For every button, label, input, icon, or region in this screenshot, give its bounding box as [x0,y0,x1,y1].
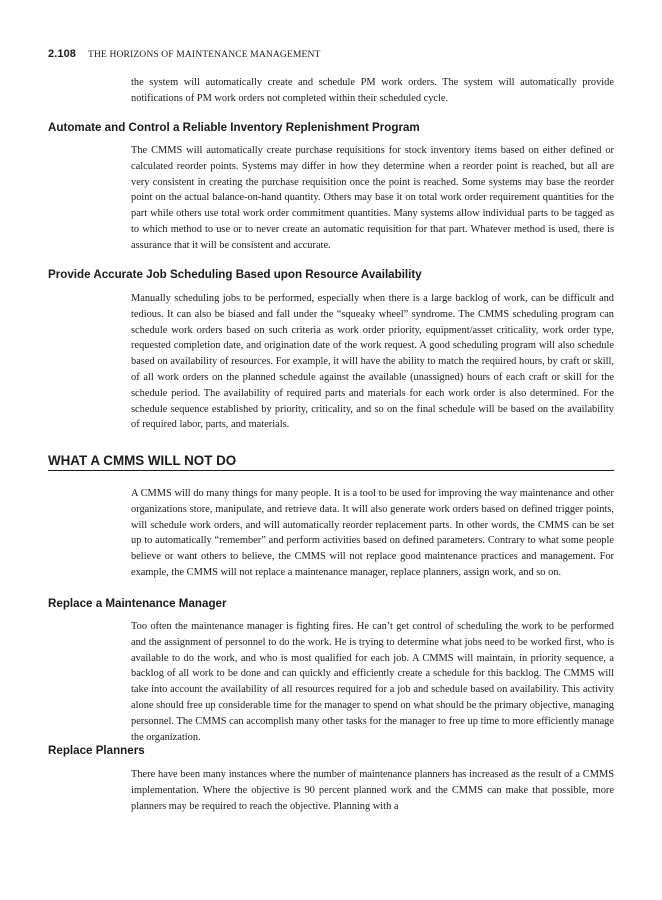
intro-paragraph: the system will automatically create and schedule PM work orders. The system will automatically provide notifications of PM work orders not completed within their scheduled cycle. [131,77,614,104]
heading-inventory-replenishment: Automate and Control a Reliable Inventory Replenishment Program [48,121,420,134]
section-divider [48,470,614,471]
paragraph-job-scheduling: Manually scheduling jobs to be performed, especially when there is a large backlog of work, can be difficult and tedious. It can also be biased and fall under the “squeaky wheel” syndrome. The CMMS scheduling program can schedule work orders based on such criteria as work order priority, equipment/asset criticality, work order type, requested completion date, and origination date of the work request. A good scheduling program will also schedule based on availability of resources. For example, it will have the ability to match the required hours, by craft or skill, of all work orders on the planned schedule against the available (unassigned) hours of each craft or skill for the schedule period. The availability of required parts and materials for each work order is also determined. For the schedule sequence established by priority, criticality, and so on the final schedule will be based on the availability of required labor, parts, and materials. [131,293,614,431]
heading-replace-maintenance-manager: Replace a Maintenance Manager [48,597,227,610]
paragraph-what-cmms-will-not-do: A CMMS will do many things for many people. It is a tool to be used for improving the way maintenance and other organizations store, manipulate, and retrieve data. It will also generate work orders based on defined trigger points, will schedule work orders, and will automatically reorder replacement parts. In other words, the CMMS can be set up to automatically “remember” and perform activities based on defined parameters. Contrary to what some people believe or want others to believe, the CMMS will not replace good maintenance practices and management. For example, the CMMS will not replace a maintenance manager, replace planners, assign work, and so on. [131,488,614,578]
paragraph-inventory-replenishment: The CMMS will automatically create purchase requisitions for stock inventory items based on either defined or calculated reorder points. Systems may differ in how they determine when a reorder point is reached, but all are very consistent in creating the purchase requisition once the point is reached. Some systems may base the reorder point on the actual balance-on-hand quantity. Others may base it on total work order requirement quantities for the part while others use total work order commitment quantities. Many systems allow individual parts to be tagged as to which method to use or to never create an automatic requisition for that part. Whatever method is used, there is assurance that it will be consistent and accurate. [131,145,614,251]
book-title: THE HORIZONS OF MAINTENANCE MANAGEMENT [88,49,321,60]
paragraph-replace-maintenance-manager: Too often the maintenance manager is fighting fires. He can’t get control of scheduling the work to be performed and the assignment of personnel to do the work. He is trying to determine what jobs need to be worked first, who is available to do the work, and who is most qualified for each job. A CMMS will maintain, in priority sequence, a backlog of all work to be done and can quickly and efficiently create a schedule for this backlog. The CMMS will take into account the availability of all resources required for a job and schedule based on availability. This activity alone should free up considerable time for the manager to spend on what should be the primary objective, managing personnel. The CMMS can accomplish many other tasks for the manager to free up time to more efficiently manage the organization. [131,621,614,743]
heading-job-scheduling: Provide Accurate Job Scheduling Based upon Resource Availability [48,268,422,281]
page-number: 2.108 [48,48,77,60]
heading-what-cmms-will-not-do: WHAT A CMMS WILL NOT DO [48,453,237,468]
heading-replace-planners: Replace Planners [48,744,145,757]
paragraph-replace-planners: There have been many instances where the number of maintenance planners has increased as the result of a CMMS implementation. Where the objective is 90 percent planned work and the CMMS can make that possible, more planners may be required to reach the objective. Planning with a [131,769,614,812]
running-head [48,48,320,60]
